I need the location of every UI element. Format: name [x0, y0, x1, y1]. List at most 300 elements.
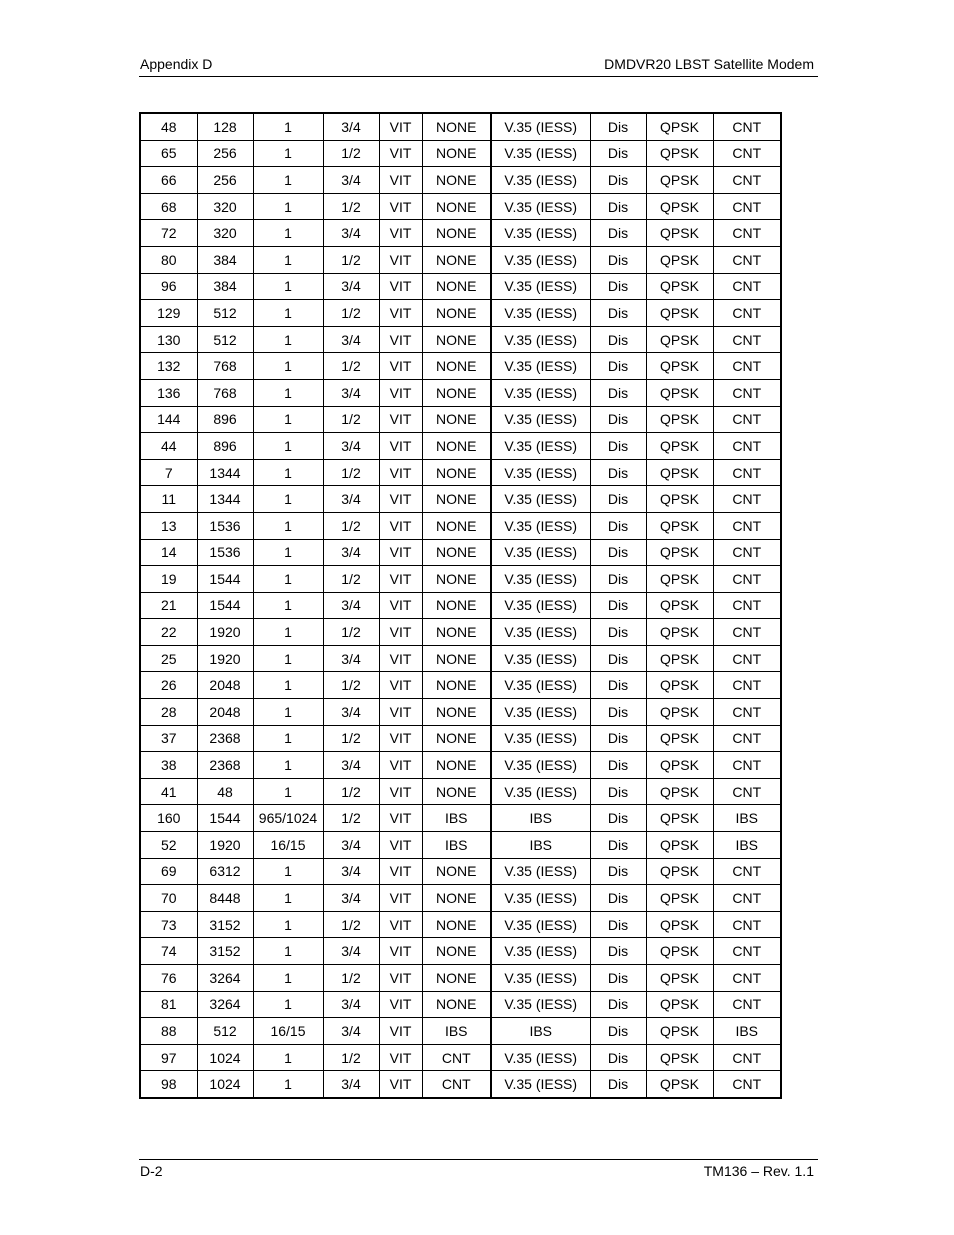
cell-overhead: NONE	[422, 300, 491, 327]
table-row	[140, 1071, 781, 1098]
cell-scrambler: V.35 (IESS)	[491, 486, 590, 513]
cell-modulation: QPSK	[646, 486, 713, 513]
cell-rate: 1920	[197, 645, 253, 672]
cell-code: 25	[140, 645, 197, 672]
footer-page-number: D-2	[140, 1163, 163, 1179]
cell-rate: 2368	[197, 752, 253, 779]
cell-fec-rate: 1/2	[323, 353, 379, 380]
cell-fec-rate: 3/4	[323, 991, 379, 1018]
cell-diff: Dis	[590, 991, 646, 1018]
table-row	[140, 459, 781, 486]
cell-code: 68	[140, 193, 197, 220]
cell-ratio: 1	[253, 566, 323, 593]
cell-ratio: 1	[253, 938, 323, 965]
table-row	[140, 539, 781, 566]
cell-modulation: QPSK	[646, 326, 713, 353]
cell-fec-type: VIT	[379, 512, 422, 539]
cell-modulation: QPSK	[646, 1044, 713, 1071]
cell-modulation: QPSK	[646, 566, 713, 593]
cell-fec-type: VIT	[379, 486, 422, 513]
cell-rate: 256	[197, 140, 253, 167]
cell-ratio: 1	[253, 778, 323, 805]
cell-ratio: 1	[253, 991, 323, 1018]
cell-modulation: QPSK	[646, 938, 713, 965]
cell-modulation: QPSK	[646, 353, 713, 380]
table-row	[140, 300, 781, 327]
cell-rate: 2368	[197, 725, 253, 752]
cell-scrambler: V.35 (IESS)	[491, 592, 590, 619]
cell-overhead: IBS	[422, 805, 491, 832]
table-row	[140, 911, 781, 938]
cell-fec-type: VIT	[379, 326, 422, 353]
cell-ratio: 1	[253, 140, 323, 167]
cell-diff: Dis	[590, 300, 646, 327]
cell-rate: 320	[197, 193, 253, 220]
cell-modulation: QPSK	[646, 459, 713, 486]
table-row	[140, 433, 781, 460]
cell-fec-type: VIT	[379, 246, 422, 273]
cell-rate: 896	[197, 433, 253, 460]
cell-diff: Dis	[590, 353, 646, 380]
cell-overhead: NONE	[422, 193, 491, 220]
cell-modulation: QPSK	[646, 832, 713, 859]
cell-ratio: 965/1024	[253, 805, 323, 832]
cell-rate: 1536	[197, 512, 253, 539]
cell-rate: 1344	[197, 486, 253, 513]
page-header	[139, 55, 818, 77]
cell-code: 74	[140, 938, 197, 965]
cell-fec-rate: 3/4	[323, 699, 379, 726]
cell-modulation: QPSK	[646, 1071, 713, 1098]
table-body	[140, 113, 781, 1098]
table-row	[140, 725, 781, 752]
cell-fec-rate: 1/2	[323, 672, 379, 699]
cell-diff: Dis	[590, 433, 646, 460]
cell-ratio: 16/15	[253, 832, 323, 859]
cell-overhead: NONE	[422, 459, 491, 486]
cell-framing: CNT	[713, 326, 781, 353]
cell-diff: Dis	[590, 246, 646, 273]
cell-rate: 48	[197, 778, 253, 805]
cell-diff: Dis	[590, 699, 646, 726]
cell-rate: 1544	[197, 592, 253, 619]
cell-framing: CNT	[713, 167, 781, 194]
cell-framing: CNT	[713, 938, 781, 965]
cell-modulation: QPSK	[646, 778, 713, 805]
cell-fec-rate: 3/4	[323, 433, 379, 460]
cell-fec-rate: 3/4	[323, 752, 379, 779]
cell-diff: Dis	[590, 965, 646, 992]
cell-ratio: 1	[253, 167, 323, 194]
cell-fec-rate: 3/4	[323, 486, 379, 513]
cell-rate: 1024	[197, 1044, 253, 1071]
cell-fec-type: VIT	[379, 752, 422, 779]
cell-code: 26	[140, 672, 197, 699]
cell-rate: 512	[197, 326, 253, 353]
cell-code: 38	[140, 752, 197, 779]
cell-diff: Dis	[590, 406, 646, 433]
cell-modulation: QPSK	[646, 619, 713, 646]
cell-overhead: CNT	[422, 1071, 491, 1098]
cell-code: 70	[140, 885, 197, 912]
cell-scrambler: V.35 (IESS)	[491, 1044, 590, 1071]
cell-fec-type: VIT	[379, 140, 422, 167]
table-row	[140, 965, 781, 992]
cell-fec-rate: 1/2	[323, 193, 379, 220]
cell-fec-rate: 3/4	[323, 938, 379, 965]
cell-framing: CNT	[713, 406, 781, 433]
cell-code: 130	[140, 326, 197, 353]
cell-framing: CNT	[713, 858, 781, 885]
cell-fec-type: VIT	[379, 858, 422, 885]
cell-fec-type: VIT	[379, 619, 422, 646]
table-row	[140, 140, 781, 167]
cell-overhead: NONE	[422, 991, 491, 1018]
cell-rate: 768	[197, 353, 253, 380]
header-document-title: DMDVR20 LBST Satellite Modem	[604, 56, 814, 72]
cell-diff: Dis	[590, 273, 646, 300]
cell-framing: CNT	[713, 752, 781, 779]
cell-scrambler: V.35 (IESS)	[491, 566, 590, 593]
table-row	[140, 938, 781, 965]
cell-diff: Dis	[590, 752, 646, 779]
cell-ratio: 1	[253, 459, 323, 486]
cell-fec-rate: 3/4	[323, 379, 379, 406]
cell-framing: CNT	[713, 725, 781, 752]
cell-framing: CNT	[713, 486, 781, 513]
cell-fec-rate: 3/4	[323, 592, 379, 619]
cell-ratio: 1	[253, 1071, 323, 1098]
cell-code: 11	[140, 486, 197, 513]
cell-rate: 8448	[197, 885, 253, 912]
cell-modulation: QPSK	[646, 113, 713, 140]
cell-fec-type: VIT	[379, 539, 422, 566]
cell-fec-type: VIT	[379, 699, 422, 726]
cell-code: 73	[140, 911, 197, 938]
cell-ratio: 16/15	[253, 1018, 323, 1045]
cell-fec-rate: 1/2	[323, 725, 379, 752]
cell-code: 41	[140, 778, 197, 805]
cell-fec-rate: 3/4	[323, 645, 379, 672]
cell-rate: 3264	[197, 991, 253, 1018]
cell-fec-rate: 1/2	[323, 300, 379, 327]
cell-code: 52	[140, 832, 197, 859]
cell-scrambler: V.35 (IESS)	[491, 113, 590, 140]
cell-scrambler: V.35 (IESS)	[491, 512, 590, 539]
cell-fec-rate: 1/2	[323, 805, 379, 832]
cell-framing: IBS	[713, 805, 781, 832]
page-footer	[139, 1159, 818, 1182]
cell-ratio: 1	[253, 911, 323, 938]
cell-framing: CNT	[713, 512, 781, 539]
cell-diff: Dis	[590, 539, 646, 566]
cell-code: 44	[140, 433, 197, 460]
cell-fec-type: VIT	[379, 566, 422, 593]
cell-diff: Dis	[590, 1018, 646, 1045]
cell-code: 19	[140, 566, 197, 593]
table-row	[140, 167, 781, 194]
table-container	[139, 112, 782, 1099]
cell-diff: Dis	[590, 832, 646, 859]
cell-framing: IBS	[713, 1018, 781, 1045]
cell-overhead: NONE	[422, 246, 491, 273]
cell-scrambler: V.35 (IESS)	[491, 167, 590, 194]
cell-diff: Dis	[590, 459, 646, 486]
cell-overhead: NONE	[422, 273, 491, 300]
cell-framing: CNT	[713, 273, 781, 300]
cell-fec-type: VIT	[379, 645, 422, 672]
cell-ratio: 1	[253, 113, 323, 140]
cell-ratio: 1	[253, 725, 323, 752]
cell-code: 7	[140, 459, 197, 486]
cell-fec-rate: 3/4	[323, 539, 379, 566]
cell-fec-type: VIT	[379, 167, 422, 194]
cell-diff: Dis	[590, 486, 646, 513]
cell-code: 88	[140, 1018, 197, 1045]
cell-fec-rate: 1/2	[323, 911, 379, 938]
cell-diff: Dis	[590, 512, 646, 539]
cell-framing: CNT	[713, 539, 781, 566]
cell-fec-rate: 3/4	[323, 1018, 379, 1045]
cell-rate: 3152	[197, 911, 253, 938]
cell-overhead: NONE	[422, 140, 491, 167]
cell-scrambler: V.35 (IESS)	[491, 539, 590, 566]
cell-modulation: QPSK	[646, 699, 713, 726]
cell-diff: Dis	[590, 1071, 646, 1098]
cell-fec-rate: 3/4	[323, 220, 379, 247]
cell-code: 72	[140, 220, 197, 247]
cell-rate: 3264	[197, 965, 253, 992]
cell-diff: Dis	[590, 1044, 646, 1071]
cell-modulation: QPSK	[646, 725, 713, 752]
cell-rate: 128	[197, 113, 253, 140]
cell-ratio: 1	[253, 379, 323, 406]
cell-fec-type: VIT	[379, 1071, 422, 1098]
cell-modulation: QPSK	[646, 752, 713, 779]
cell-scrambler: V.35 (IESS)	[491, 273, 590, 300]
cell-rate: 1920	[197, 619, 253, 646]
cell-rate: 1544	[197, 805, 253, 832]
cell-ratio: 1	[253, 273, 323, 300]
table-row	[140, 379, 781, 406]
cell-ratio: 1	[253, 1044, 323, 1071]
cell-diff: Dis	[590, 778, 646, 805]
table-row	[140, 512, 781, 539]
cell-scrambler: V.35 (IESS)	[491, 911, 590, 938]
cell-code: 97	[140, 1044, 197, 1071]
cell-rate: 6312	[197, 858, 253, 885]
table-row	[140, 885, 781, 912]
table-row	[140, 353, 781, 380]
cell-modulation: QPSK	[646, 300, 713, 327]
cell-rate: 2048	[197, 672, 253, 699]
table-row	[140, 752, 781, 779]
cell-overhead: NONE	[422, 566, 491, 593]
cell-code: 160	[140, 805, 197, 832]
cell-diff: Dis	[590, 672, 646, 699]
cell-scrambler: V.35 (IESS)	[491, 672, 590, 699]
cell-code: 48	[140, 113, 197, 140]
cell-fec-type: VIT	[379, 1044, 422, 1071]
table-row	[140, 592, 781, 619]
cell-diff: Dis	[590, 193, 646, 220]
cell-scrambler: IBS	[491, 832, 590, 859]
cell-ratio: 1	[253, 539, 323, 566]
cell-scrambler: V.35 (IESS)	[491, 353, 590, 380]
cell-code: 66	[140, 167, 197, 194]
cell-diff: Dis	[590, 885, 646, 912]
footer-revision: TM136 – Rev. 1.1	[703, 1163, 814, 1179]
table-row	[140, 486, 781, 513]
table-row	[140, 805, 781, 832]
cell-diff: Dis	[590, 619, 646, 646]
cell-fec-rate: 1/2	[323, 140, 379, 167]
cell-code: 14	[140, 539, 197, 566]
cell-code: 37	[140, 725, 197, 752]
cell-ratio: 1	[253, 965, 323, 992]
cell-scrambler: V.35 (IESS)	[491, 645, 590, 672]
cell-overhead: NONE	[422, 725, 491, 752]
cell-code: 76	[140, 965, 197, 992]
cell-code: 28	[140, 699, 197, 726]
cell-framing: CNT	[713, 645, 781, 672]
cell-fec-rate: 1/2	[323, 512, 379, 539]
cell-code: 69	[140, 858, 197, 885]
cell-fec-rate: 3/4	[323, 885, 379, 912]
cell-fec-type: VIT	[379, 459, 422, 486]
cell-fec-type: VIT	[379, 273, 422, 300]
cell-code: 132	[140, 353, 197, 380]
cell-fec-rate: 3/4	[323, 832, 379, 859]
cell-framing: CNT	[713, 433, 781, 460]
cell-ratio: 1	[253, 326, 323, 353]
table-row	[140, 672, 781, 699]
cell-scrambler: V.35 (IESS)	[491, 1071, 590, 1098]
cell-diff: Dis	[590, 220, 646, 247]
cell-framing: CNT	[713, 379, 781, 406]
cell-overhead: NONE	[422, 752, 491, 779]
cell-overhead: NONE	[422, 699, 491, 726]
cell-modulation: QPSK	[646, 246, 713, 273]
cell-overhead: NONE	[422, 353, 491, 380]
table-row	[140, 991, 781, 1018]
cell-ratio: 1	[253, 858, 323, 885]
cell-overhead: NONE	[422, 220, 491, 247]
cell-diff: Dis	[590, 566, 646, 593]
cell-fec-type: VIT	[379, 379, 422, 406]
table-row	[140, 246, 781, 273]
cell-overhead: NONE	[422, 167, 491, 194]
cell-fec-rate: 3/4	[323, 326, 379, 353]
modem-config-table	[139, 112, 782, 1099]
cell-scrambler: V.35 (IESS)	[491, 885, 590, 912]
cell-scrambler: V.35 (IESS)	[491, 725, 590, 752]
cell-framing: CNT	[713, 1071, 781, 1098]
cell-scrambler: V.35 (IESS)	[491, 406, 590, 433]
cell-scrambler: IBS	[491, 1018, 590, 1045]
cell-rate: 896	[197, 406, 253, 433]
cell-scrambler: IBS	[491, 805, 590, 832]
table-row	[140, 193, 781, 220]
cell-scrambler: V.35 (IESS)	[491, 965, 590, 992]
cell-framing: IBS	[713, 832, 781, 859]
cell-framing: CNT	[713, 672, 781, 699]
cell-framing: CNT	[713, 193, 781, 220]
cell-framing: CNT	[713, 140, 781, 167]
cell-fec-type: VIT	[379, 805, 422, 832]
cell-scrambler: V.35 (IESS)	[491, 752, 590, 779]
cell-overhead: NONE	[422, 379, 491, 406]
cell-fec-rate: 3/4	[323, 167, 379, 194]
cell-modulation: QPSK	[646, 140, 713, 167]
cell-overhead: NONE	[422, 113, 491, 140]
cell-modulation: QPSK	[646, 273, 713, 300]
cell-scrambler: V.35 (IESS)	[491, 778, 590, 805]
cell-framing: CNT	[713, 566, 781, 593]
cell-diff: Dis	[590, 725, 646, 752]
cell-ratio: 1	[253, 619, 323, 646]
cell-ratio: 1	[253, 193, 323, 220]
cell-modulation: QPSK	[646, 433, 713, 460]
table-row	[140, 1018, 781, 1045]
cell-fec-rate: 1/2	[323, 778, 379, 805]
cell-fec-rate: 1/2	[323, 406, 379, 433]
cell-overhead: NONE	[422, 539, 491, 566]
cell-code: 22	[140, 619, 197, 646]
table-row	[140, 220, 781, 247]
cell-diff: Dis	[590, 858, 646, 885]
cell-modulation: QPSK	[646, 167, 713, 194]
cell-framing: CNT	[713, 965, 781, 992]
cell-framing: CNT	[713, 220, 781, 247]
cell-fec-type: VIT	[379, 778, 422, 805]
cell-fec-rate: 1/2	[323, 1044, 379, 1071]
cell-modulation: QPSK	[646, 672, 713, 699]
cell-modulation: QPSK	[646, 991, 713, 1018]
cell-modulation: QPSK	[646, 512, 713, 539]
cell-framing: CNT	[713, 353, 781, 380]
cell-ratio: 1	[253, 433, 323, 460]
cell-ratio: 1	[253, 246, 323, 273]
table-row	[140, 326, 781, 353]
cell-framing: CNT	[713, 885, 781, 912]
cell-rate: 256	[197, 167, 253, 194]
cell-diff: Dis	[590, 326, 646, 353]
cell-ratio: 1	[253, 592, 323, 619]
cell-overhead: NONE	[422, 326, 491, 353]
cell-scrambler: V.35 (IESS)	[491, 433, 590, 460]
cell-rate: 384	[197, 246, 253, 273]
cell-fec-type: VIT	[379, 991, 422, 1018]
cell-fec-type: VIT	[379, 193, 422, 220]
cell-code: 96	[140, 273, 197, 300]
cell-scrambler: V.35 (IESS)	[491, 619, 590, 646]
cell-overhead: IBS	[422, 832, 491, 859]
cell-framing: CNT	[713, 592, 781, 619]
cell-rate: 768	[197, 379, 253, 406]
cell-ratio: 1	[253, 300, 323, 327]
cell-scrambler: V.35 (IESS)	[491, 858, 590, 885]
cell-fec-rate: 3/4	[323, 273, 379, 300]
cell-rate: 2048	[197, 699, 253, 726]
table-row	[140, 645, 781, 672]
cell-diff: Dis	[590, 805, 646, 832]
cell-rate: 1344	[197, 459, 253, 486]
cell-rate: 512	[197, 1018, 253, 1045]
cell-modulation: QPSK	[646, 1018, 713, 1045]
table-row	[140, 566, 781, 593]
cell-code: 144	[140, 406, 197, 433]
